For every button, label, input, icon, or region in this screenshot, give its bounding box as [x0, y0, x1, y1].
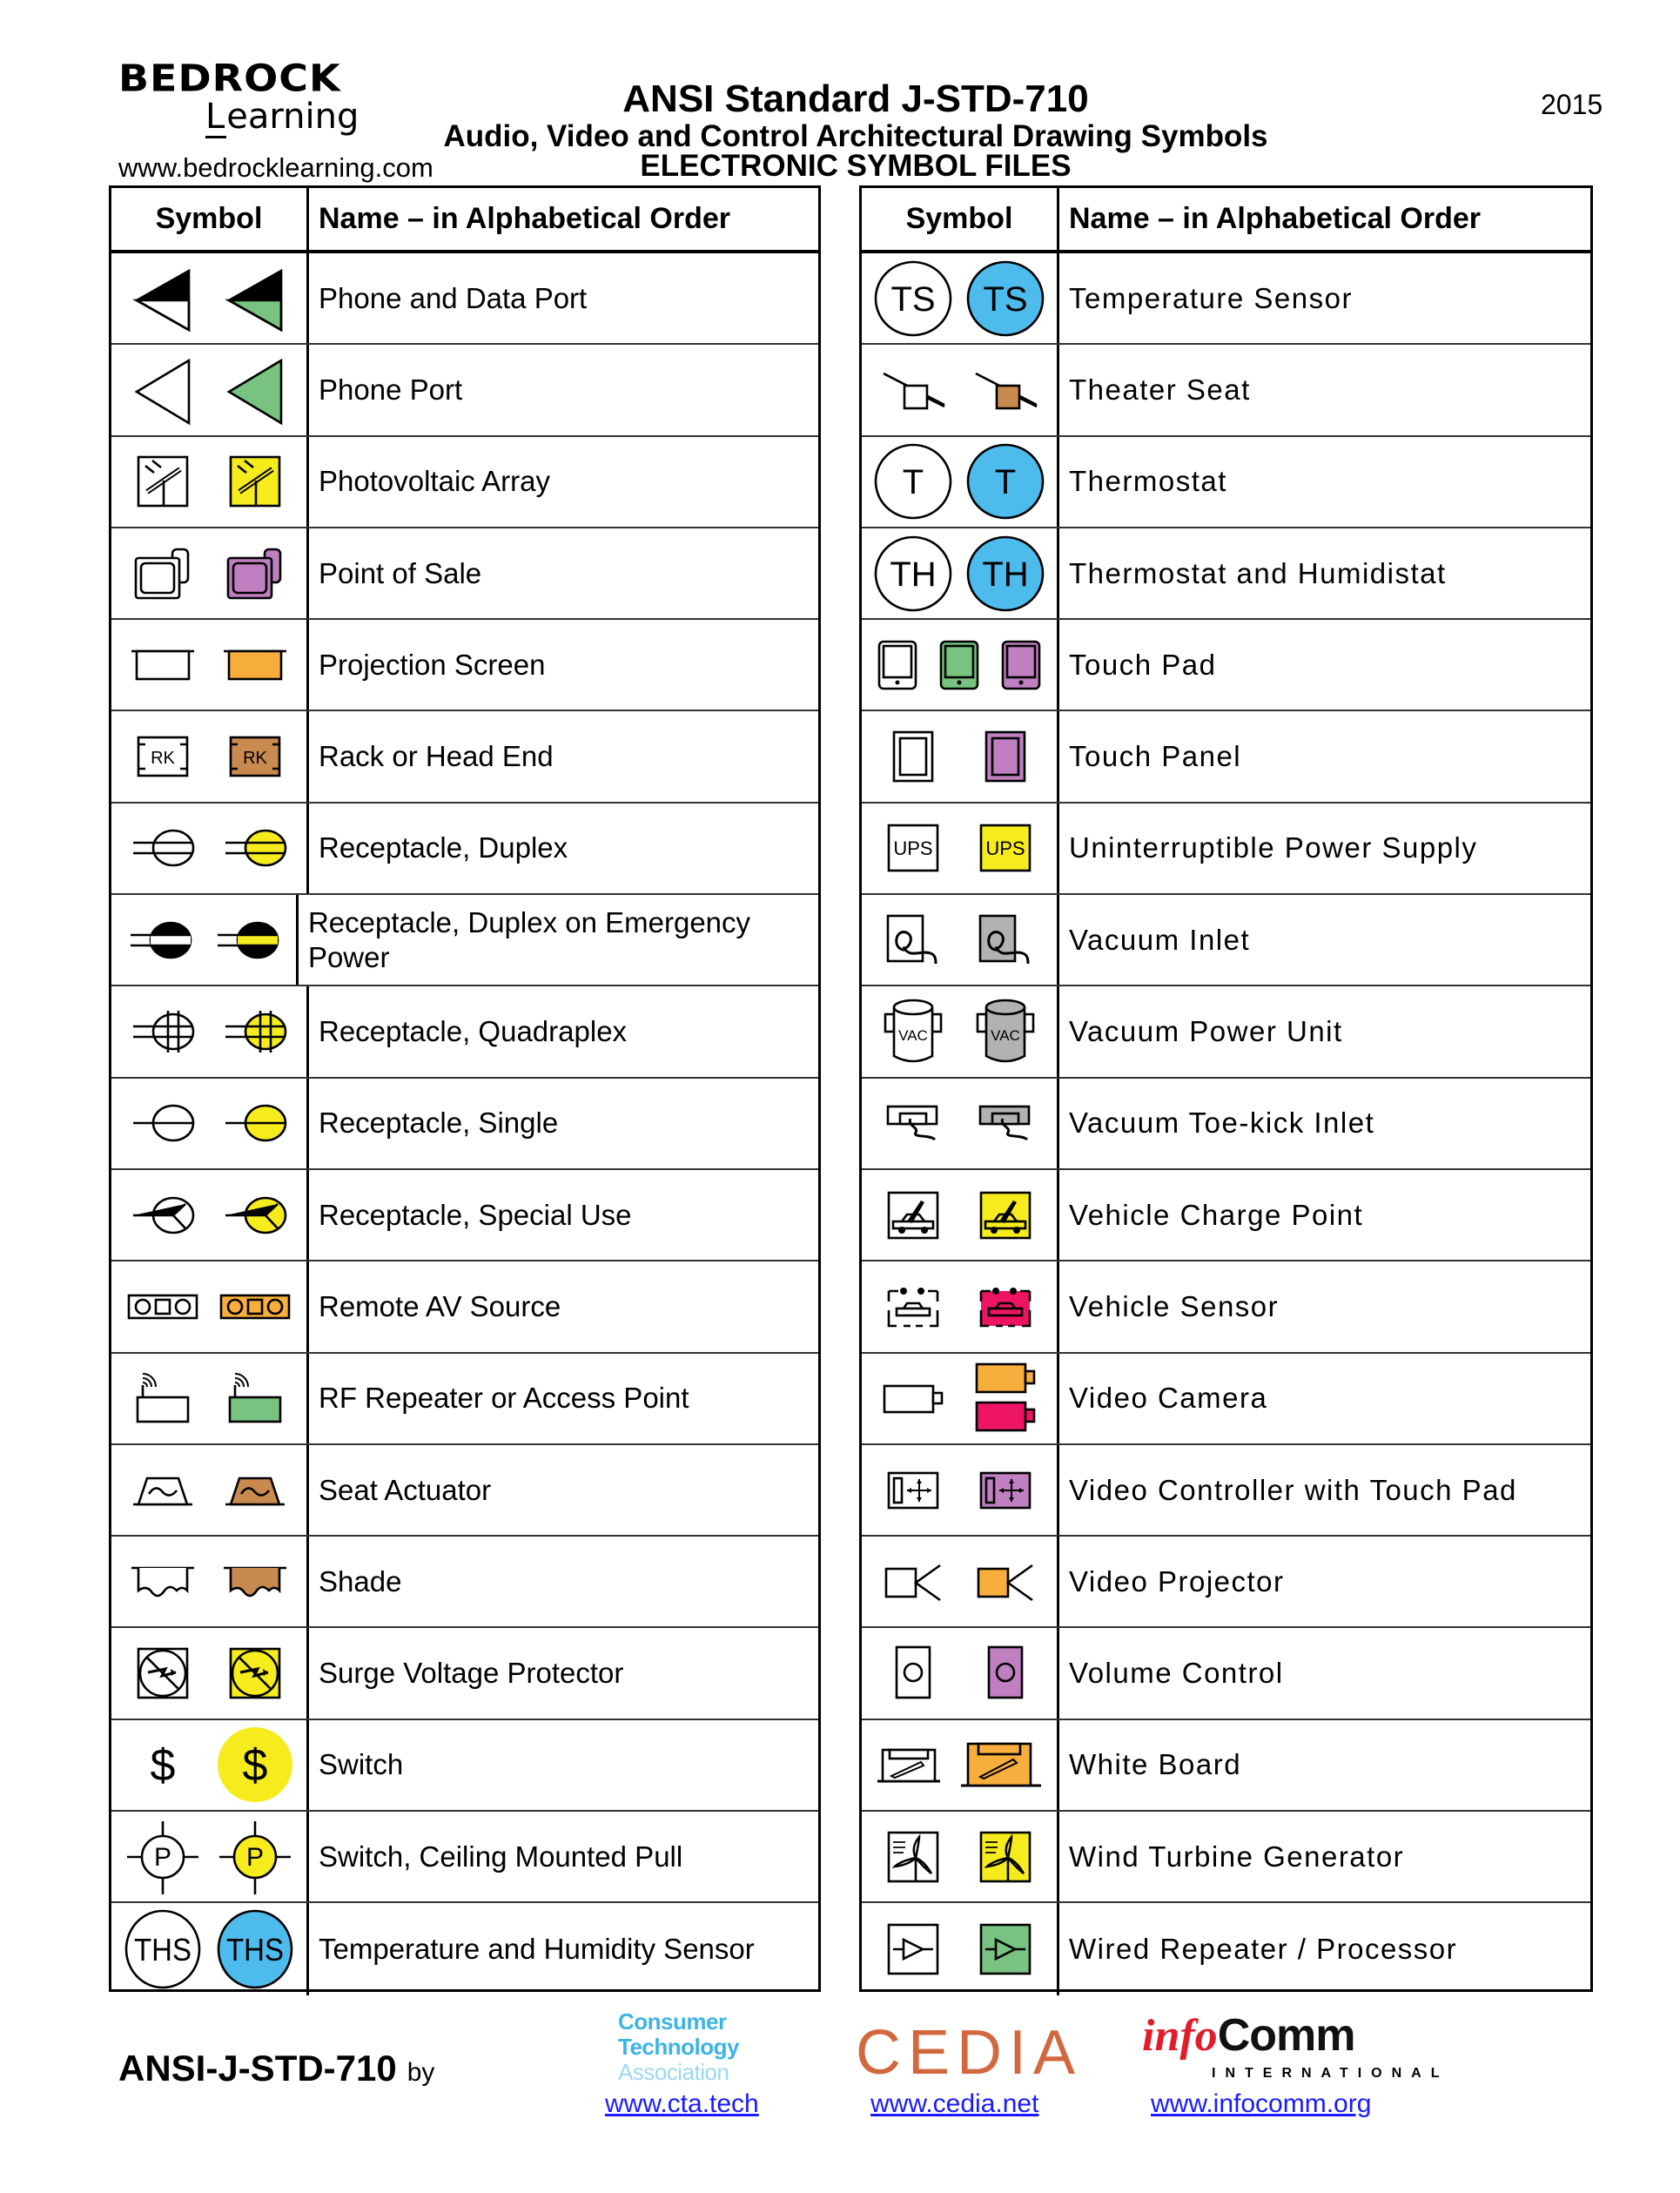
rack-icon	[135, 734, 191, 779]
table-row	[862, 253, 1590, 345]
symbol-cell	[862, 895, 1059, 985]
ths-sensor-icon	[216, 1908, 294, 1990]
symbol-cell	[111, 253, 309, 343]
symbol-name: Receptacle, Duplex	[319, 831, 568, 864]
remote-av-source-icon	[218, 1293, 292, 1321]
symbol-cell	[111, 804, 309, 893]
table-row	[862, 620, 1590, 711]
footer-standard: ANSI-J-STD-710	[118, 2048, 397, 2089]
vacuum-power-unit-icon	[974, 995, 1037, 1068]
video-projector-icon	[883, 1562, 944, 1602]
symbol-name: Receptacle, Duplex on Emergency Power	[307, 905, 751, 973]
svg-text:$: $	[242, 1740, 268, 1792]
column-header-name: Name – in Alphabetical Order	[319, 202, 730, 235]
symbol-cell	[111, 711, 309, 801]
rack-icon	[227, 734, 283, 779]
column-header-symbol: Symbol	[111, 188, 309, 250]
symbol-cell	[862, 345, 1059, 434]
symbol-cell	[862, 1261, 1059, 1351]
symbol-name: Temperature Sensor	[1069, 281, 1353, 314]
symbol-name: Vehicle Sensor	[1069, 1289, 1280, 1322]
symbol-name: Temperature and Humidity Sensor	[319, 1932, 755, 1965]
infocomm-logo-comm: Comm	[1217, 2010, 1355, 2061]
page-title: ANSI Standard J-STD-710	[622, 77, 1089, 120]
table-row	[862, 804, 1590, 895]
table-row	[111, 895, 818, 986]
symbol-name: White Board	[1069, 1748, 1242, 1781]
photovoltaic-array-icon	[227, 454, 283, 509]
photovoltaic-array-icon	[135, 454, 191, 509]
table-row	[111, 528, 818, 620]
table-header	[111, 188, 818, 253]
receptacle-emergency-icon	[212, 918, 282, 962]
table-row	[862, 1445, 1590, 1537]
thermostat-icon	[966, 442, 1045, 521]
symbol-name: Uninterruptible Power Supply	[1069, 831, 1478, 864]
table-row	[862, 895, 1590, 986]
symbol-name: Vacuum Toe-kick Inlet	[1069, 1107, 1375, 1140]
symbol-name: Receptacle, Quadraplex	[319, 1015, 628, 1048]
temperature-sensor-icon	[874, 259, 952, 338]
svg-text:T: T	[994, 463, 1017, 502]
symbol-cell	[862, 528, 1059, 618]
touch-panel-icon	[984, 730, 1027, 784]
symbol-table-left	[109, 185, 821, 1992]
projection-screen-icon	[222, 646, 288, 684]
switch-icon	[124, 1725, 202, 1804]
symbol-name: Projection Screen	[319, 648, 546, 681]
cedia-logo: CEDIA	[856, 2018, 1083, 2088]
receptacle-emergency-icon	[125, 918, 195, 962]
svg-text:P: P	[153, 1842, 172, 1872]
table-row	[111, 1720, 818, 1812]
symbol-cell	[862, 711, 1059, 801]
table-row	[862, 986, 1590, 1078]
symbol-name: Rack or Head End	[319, 740, 554, 773]
vehicle-sensor-icon	[886, 1284, 940, 1329]
symbol-cell	[111, 1537, 309, 1626]
receptacle-duplex-icon	[128, 826, 198, 870]
point-of-sale-icon	[132, 546, 193, 602]
symbol-table-right	[859, 185, 1593, 1992]
receptacle-duplex-icon	[220, 826, 290, 870]
cta-logo-line1: Consumer	[618, 2008, 727, 2035]
thermostat-humidistat-icon	[966, 535, 1045, 613]
ths-sensor-icon	[124, 1908, 202, 1990]
symbol-name: Vehicle Charge Point	[1069, 1198, 1364, 1231]
symbol-name: Wired Repeater / Processor	[1069, 1932, 1458, 1965]
table-row	[862, 1261, 1590, 1353]
svg-text:$: $	[150, 1740, 176, 1792]
symbol-name: Receptacle, Special Use	[319, 1198, 632, 1231]
wind-turbine-icon	[886, 1830, 940, 1884]
table-row	[862, 345, 1590, 436]
table-row	[862, 528, 1590, 620]
vacuum-toekick-icon	[884, 1101, 942, 1145]
symbol-cell	[862, 1079, 1059, 1168]
wired-repeater-icon	[978, 1922, 1032, 1976]
table-row	[862, 1903, 1590, 1995]
vehicle-sensor-icon	[978, 1284, 1032, 1329]
point-of-sale-icon	[225, 546, 286, 602]
table-row	[111, 1903, 818, 1995]
symbol-name: Volume Control	[1069, 1657, 1284, 1690]
infocomm-logo-info: info	[1142, 2011, 1218, 2061]
symbol-name: Shade	[319, 1564, 402, 1598]
symbol-name: Receptacle, Single	[319, 1107, 559, 1140]
receptacle-special-icon	[220, 1194, 290, 1237]
symbol-cell	[111, 1354, 309, 1443]
thermostat-icon	[874, 442, 952, 521]
ups-icon	[886, 823, 940, 873]
vacuum-inlet-icon	[885, 913, 941, 967]
table-row	[111, 1445, 818, 1537]
vehicle-charge-icon	[978, 1190, 1032, 1241]
table-row	[111, 1628, 818, 1719]
symbol-name: Thermostat and Humidistat	[1069, 556, 1447, 589]
table-row	[862, 711, 1590, 803]
phone-port-icon	[128, 355, 198, 425]
symbol-name: Vacuum Inlet	[1069, 923, 1251, 956]
svg-text:TH: TH	[890, 555, 937, 594]
touch-pad-icon	[938, 639, 980, 691]
cta-logo-line2: Technology	[618, 2034, 739, 2060]
svg-text:T: T	[902, 463, 924, 502]
symbol-cell	[111, 437, 309, 527]
infocomm-logo	[1142, 2010, 1449, 2082]
vacuum-inlet-icon	[978, 913, 1033, 967]
bedrock-website: www.bedrocklearning.com	[118, 152, 433, 183]
symbol-name: Surge Voltage Protector	[319, 1657, 624, 1690]
symbol-name: Wind Turbine Generator	[1069, 1840, 1405, 1873]
table-row	[111, 1170, 818, 1261]
symbol-name: Touch Panel	[1069, 740, 1242, 773]
svg-text:RK: RK	[151, 749, 175, 769]
receptacle-single-icon	[128, 1101, 198, 1145]
symbol-cell	[111, 1445, 309, 1535]
svg-text:TS: TS	[983, 279, 1028, 319]
symbol-name: Photovoltaic Array	[319, 465, 550, 498]
infocomm-logo-intl: INTERNATIONAL	[1212, 2066, 1449, 2081]
table-row	[111, 804, 818, 895]
table-row	[111, 1079, 818, 1170]
thermostat-humidistat-icon	[874, 535, 952, 613]
vacuum-toekick-icon	[977, 1101, 1034, 1145]
symbol-cell	[111, 986, 309, 1076]
receptacle-quadraplex-icon	[128, 1007, 198, 1056]
svg-text:RK: RK	[243, 749, 267, 769]
symbol-name: Point of Sale	[319, 556, 482, 589]
svg-text:UPS: UPS	[985, 838, 1025, 860]
table-row	[862, 1537, 1590, 1628]
touch-pad-icon	[877, 639, 918, 691]
cta-logo	[618, 2009, 739, 2085]
touch-pad-icon	[1000, 639, 1042, 691]
symbol-cell	[111, 1720, 309, 1810]
svg-text:THS: THS	[134, 1931, 192, 1968]
table-row	[111, 1261, 818, 1353]
surge-protector-icon	[136, 1646, 190, 1700]
phone-data-port-icon	[128, 264, 198, 333]
cta-logo-line3: Association	[618, 2059, 729, 2085]
table-row	[862, 1812, 1590, 1903]
volume-control-icon	[985, 1645, 1025, 1702]
symbol-name: Switch, Ceiling Mounted Pull	[319, 1840, 683, 1873]
symbol-cell	[111, 1079, 309, 1168]
seat-actuator-icon	[222, 1473, 288, 1508]
table-row	[111, 1537, 818, 1628]
symbol-name: RF Repeater or Access Point	[319, 1382, 689, 1415]
shade-icon	[222, 1564, 288, 1599]
symbol-name: Seat Actuator	[319, 1473, 492, 1506]
symbol-cell	[111, 1628, 309, 1718]
vehicle-charge-icon	[886, 1190, 940, 1241]
symbol-name: Phone and Data Port	[319, 281, 588, 314]
seat-actuator-icon	[130, 1473, 196, 1508]
symbol-cell	[111, 1170, 309, 1260]
bedrock-logo: BEDROCK	[118, 57, 341, 100]
symbol-name: Switch	[319, 1748, 404, 1781]
symbol-cell	[111, 1812, 309, 1901]
column-header-symbol: Symbol	[862, 188, 1059, 250]
remote-av-source-icon	[126, 1293, 199, 1321]
svg-text:UPS: UPS	[893, 838, 933, 860]
symbol-name: Video Projector	[1069, 1564, 1285, 1598]
table-header	[862, 188, 1590, 253]
symbol-cell	[111, 1903, 309, 1995]
white-board-icon	[876, 1745, 942, 1785]
svg-text:VAC: VAC	[898, 1027, 928, 1045]
logo-learning-rest: earning	[226, 97, 360, 137]
receptacle-single-icon	[220, 1101, 290, 1145]
video-controller-icon	[978, 1470, 1032, 1510]
symbol-cell	[111, 528, 309, 618]
symbol-cell	[862, 1354, 1059, 1443]
symbol-name: Video Camera	[1069, 1382, 1268, 1415]
wired-repeater-icon	[886, 1922, 940, 1976]
logo-learning-initial: L	[205, 97, 225, 137]
symbol-cell	[862, 253, 1059, 343]
white-board-icon	[959, 1740, 1043, 1789]
pull-switch-icon	[124, 1818, 202, 1896]
video-projector-icon	[975, 1562, 1036, 1602]
receptacle-special-icon	[128, 1194, 198, 1237]
symbol-cell	[862, 437, 1059, 527]
video-camera-icon	[881, 1381, 945, 1416]
table-row	[111, 253, 818, 345]
phone-data-port-icon	[220, 264, 290, 333]
page-subtitle-secondary: ELECTRONIC SYMBOL FILES	[640, 149, 1072, 183]
cta-link[interactable]: www.cta.tech	[605, 2089, 759, 2118]
table-row	[111, 711, 818, 803]
table-row	[111, 620, 818, 711]
table-row	[862, 1079, 1590, 1170]
switch-icon	[216, 1725, 294, 1804]
symbol-cell	[111, 620, 309, 710]
vacuum-power-unit-icon	[882, 995, 944, 1068]
svg-text:P: P	[245, 1842, 265, 1872]
projection-screen-icon	[130, 646, 196, 684]
table-row	[862, 1628, 1590, 1719]
year-label: 2015	[1541, 89, 1603, 120]
video-camera-icon	[973, 1361, 1038, 1436]
table-row	[111, 1354, 818, 1445]
theater-seat-icon	[878, 368, 948, 412]
svg-text:VAC: VAC	[991, 1027, 1020, 1045]
symbol-name: Video Controller with Touch Pad	[1069, 1473, 1517, 1506]
symbol-cell	[862, 1537, 1059, 1626]
symbol-cell	[862, 1903, 1059, 1995]
footer-standard-label	[118, 2048, 434, 2089]
surge-protector-icon	[228, 1646, 282, 1700]
receptacle-quadraplex-icon	[220, 1007, 290, 1056]
table-row	[111, 1812, 818, 1903]
symbol-name: Vacuum Power Unit	[1069, 1015, 1343, 1048]
table-row	[862, 1720, 1590, 1812]
table-row	[862, 1170, 1590, 1261]
symbol-cell	[862, 1812, 1059, 1901]
phone-port-icon	[220, 355, 290, 425]
column-header-name: Name – in Alphabetical Order	[1069, 202, 1481, 235]
theater-seat-icon	[971, 368, 1040, 412]
symbol-cell	[111, 345, 309, 434]
infocomm-link[interactable]: www.infocomm.org	[1151, 2089, 1372, 2118]
symbol-name: Remote AV Source	[319, 1289, 561, 1322]
pull-switch-icon	[216, 1818, 294, 1896]
table-row	[111, 986, 818, 1078]
symbol-cell	[862, 1170, 1059, 1260]
svg-text:TH: TH	[982, 555, 1029, 594]
svg-text:TS: TS	[890, 279, 936, 319]
symbol-cell	[862, 1720, 1059, 1810]
svg-text:THS: THS	[226, 1931, 284, 1968]
symbol-cell	[111, 1261, 309, 1351]
symbol-cell	[862, 1445, 1059, 1535]
table-row	[111, 345, 818, 436]
symbol-name: Thermostat	[1069, 465, 1227, 498]
temperature-sensor-icon	[966, 259, 1045, 338]
table-row	[862, 437, 1590, 528]
symbol-cell	[862, 986, 1059, 1076]
symbol-cell	[862, 620, 1059, 710]
symbol-cell	[862, 1628, 1059, 1718]
volume-control-icon	[893, 1645, 933, 1702]
symbol-cell	[862, 804, 1059, 893]
cedia-link[interactable]: www.cedia.net	[870, 2089, 1039, 2118]
table-row	[111, 437, 818, 528]
symbol-name: Theater Seat	[1069, 373, 1251, 406]
table-row	[862, 1354, 1590, 1445]
symbol-name: Touch Pad	[1069, 648, 1217, 681]
page-subtitle: Audio, Video and Control Architectural Drawing Symbols	[443, 119, 1268, 153]
footer-by: by	[407, 2058, 435, 2087]
ups-icon	[978, 823, 1032, 873]
touch-panel-icon	[891, 730, 935, 784]
symbol-name: Phone Port	[319, 373, 463, 406]
rf-repeater-icon	[226, 1371, 284, 1425]
video-controller-icon	[886, 1470, 940, 1510]
symbol-cell	[111, 895, 299, 985]
shade-icon	[130, 1564, 196, 1599]
rf-repeater-icon	[134, 1371, 192, 1425]
wind-turbine-icon	[978, 1830, 1032, 1884]
